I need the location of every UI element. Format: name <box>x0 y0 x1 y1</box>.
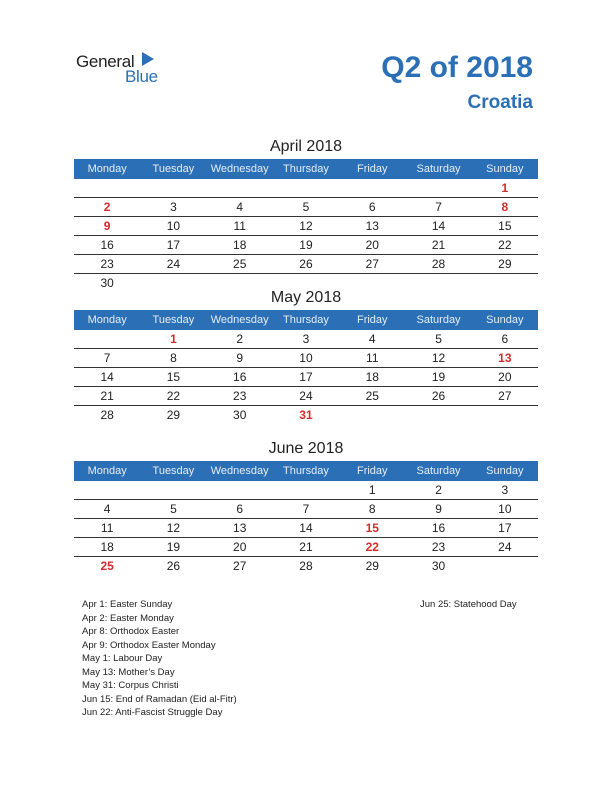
day-cell: 10 <box>299 351 313 365</box>
day-cell: 24 <box>498 540 512 554</box>
day-cell: 19 <box>166 540 181 554</box>
day-cell: 3 <box>170 200 177 214</box>
day-cell: 8 <box>368 502 376 516</box>
weekday-label: Sunday <box>486 465 524 477</box>
day-cell: 24 <box>299 389 313 403</box>
day-cell: 3 <box>501 483 509 497</box>
holiday-item: May 1: Labour Day <box>82 653 163 664</box>
day-cell: 6 <box>236 502 244 516</box>
day-cell: 27 <box>233 559 247 573</box>
weekday-label: Tuesday <box>152 163 195 175</box>
day-cell: 29 <box>498 257 512 271</box>
day-cell: 15 <box>365 521 379 535</box>
day-cell <box>339 179 405 197</box>
logo-triangle-icon <box>142 52 154 66</box>
week-row <box>74 330 538 349</box>
day-cell: 25 <box>100 559 114 573</box>
weekday-header <box>74 461 538 481</box>
day-cell: 17 <box>299 370 313 384</box>
day-cell: 28 <box>100 408 114 422</box>
day-cell: 2 <box>435 483 442 497</box>
holiday-item: Jun 15: End of Ramadan (Eid al-Fitr) <box>82 693 237 705</box>
day-cell: 26 <box>299 257 313 271</box>
country-name: Croatia <box>467 92 533 113</box>
weekday-label: Wednesday <box>210 465 269 477</box>
day-cell: 27 <box>365 257 379 271</box>
weekday-label: Sunday <box>486 314 524 326</box>
day-cell <box>339 406 405 424</box>
day-cell: 26 <box>431 389 446 403</box>
week-row <box>74 198 538 217</box>
month-title: April 2018 <box>269 138 343 155</box>
day-cell: 28 <box>431 257 446 271</box>
weekday-label: Wednesday <box>210 314 269 326</box>
day-cell: 9 <box>236 351 244 365</box>
day-cell: 6 <box>501 332 509 346</box>
week-row <box>74 481 538 500</box>
holiday-item: Apr 2: Easter Monday <box>82 612 174 624</box>
logo-word-blue: Blue <box>125 67 158 86</box>
day-cell: 11 <box>366 351 379 365</box>
day-cell: 4 <box>103 502 111 516</box>
holiday-item: Apr 1: Easter Sunday <box>82 599 173 610</box>
day-cell: 8 <box>170 351 177 365</box>
month-calendar <box>74 439 538 575</box>
day-cell: 25 <box>233 257 247 271</box>
weekday-label: Saturday <box>416 163 461 175</box>
holiday-list-left <box>82 598 237 720</box>
day-cell <box>207 481 273 499</box>
day-cell: 13 <box>365 219 379 233</box>
week-row <box>74 368 538 387</box>
day-cell: 31 <box>299 408 313 422</box>
weekday-header <box>74 310 538 330</box>
weekday-label: Thursday <box>283 163 329 175</box>
weekday-label: Thursday <box>283 465 329 477</box>
weekday-label: Friday <box>356 465 388 477</box>
week-row <box>74 236 538 255</box>
day-cell: 20 <box>498 370 512 384</box>
logo-word-general: General <box>76 52 135 71</box>
day-cell: 9 <box>435 502 442 516</box>
day-cell: 17 <box>166 238 181 252</box>
day-cell <box>472 406 538 424</box>
quarter-title: Q2 of 2018 <box>381 51 533 84</box>
week-row <box>74 217 538 236</box>
month-title: June 2018 <box>268 440 344 457</box>
generalblue-logo <box>76 52 176 92</box>
day-cell: 5 <box>302 200 310 214</box>
day-cell: 2 <box>103 200 111 214</box>
day-cell: 29 <box>365 559 379 573</box>
day-cell: 27 <box>498 389 512 403</box>
day-cell: 23 <box>431 540 446 554</box>
day-cell: 16 <box>431 521 446 535</box>
weekday-label: Saturday <box>416 465 461 477</box>
day-cell: 23 <box>233 389 247 403</box>
weekday-header <box>74 159 538 179</box>
day-cell <box>74 330 140 348</box>
day-cell: 7 <box>302 502 310 516</box>
holiday-item: Jun 22: Anti-Fascist Struggle Day <box>82 707 223 718</box>
day-cell: 4 <box>236 200 244 214</box>
holiday-item: Apr 8: Orthodox Easter <box>82 626 180 637</box>
day-cell: 21 <box>100 389 114 403</box>
day-cell <box>273 481 339 499</box>
day-cell: 14 <box>299 521 313 535</box>
weekday-label: Friday <box>356 314 388 326</box>
day-cell: 14 <box>100 370 114 384</box>
day-cell: 11 <box>233 219 246 233</box>
day-cell: 12 <box>166 521 181 535</box>
day-cell: 15 <box>166 370 181 384</box>
holiday-item: Apr 9: Orthodox Easter Monday <box>82 639 216 651</box>
day-cell: 4 <box>368 332 376 346</box>
holiday-item: May 31: Corpus Christi <box>82 680 179 691</box>
day-cell: 9 <box>103 219 111 233</box>
day-cell: 1 <box>501 181 509 195</box>
day-cell: 22 <box>365 540 379 554</box>
day-cell: 18 <box>365 370 379 384</box>
day-cell: 5 <box>435 332 442 346</box>
day-cell: 20 <box>233 540 247 554</box>
week-row <box>74 519 538 538</box>
day-cell: 12 <box>431 351 446 365</box>
week-row <box>74 557 538 575</box>
day-cell: 1 <box>368 483 376 497</box>
week-row <box>74 538 538 557</box>
day-cell: 30 <box>431 559 446 573</box>
month-calendar <box>74 288 538 424</box>
day-cell: 21 <box>431 238 446 252</box>
day-cell: 22 <box>498 238 512 252</box>
weekday-label: Friday <box>356 163 388 175</box>
day-cell: 24 <box>166 257 181 271</box>
day-cell: 13 <box>498 351 512 365</box>
weekday-label: Monday <box>87 465 127 477</box>
day-cell: 7 <box>103 351 111 365</box>
month-title: May 2018 <box>270 289 342 306</box>
weekday-label: Sunday <box>486 163 524 175</box>
week-row <box>74 255 538 274</box>
day-cell <box>405 179 471 197</box>
day-cell: 12 <box>299 219 313 233</box>
weekday-label: Monday <box>87 314 127 326</box>
day-cell: 10 <box>166 219 181 233</box>
day-cell: 21 <box>299 540 313 554</box>
day-cell: 6 <box>368 200 376 214</box>
day-cell: 30 <box>100 276 114 290</box>
day-cell: 22 <box>166 389 181 403</box>
day-cell <box>140 179 206 197</box>
week-row <box>74 349 538 368</box>
day-cell: 16 <box>100 238 114 252</box>
day-cell: 19 <box>431 370 446 384</box>
day-cell: 23 <box>100 257 114 271</box>
day-cell <box>273 179 339 197</box>
day-cell: 1 <box>170 332 177 346</box>
day-cell: 20 <box>365 238 379 252</box>
day-cell: 18 <box>233 238 247 252</box>
day-cell: 19 <box>299 238 313 252</box>
week-row <box>74 500 538 519</box>
day-cell: 17 <box>498 521 512 535</box>
day-cell <box>405 406 471 424</box>
day-cell: 11 <box>100 521 114 535</box>
day-cell: 5 <box>170 502 177 516</box>
holiday-item: May 13: Mother’s Day <box>82 666 175 678</box>
day-cell: 10 <box>498 502 512 516</box>
week-row <box>74 387 538 406</box>
weekday-label: Monday <box>87 163 127 175</box>
day-cell: 7 <box>435 200 442 214</box>
weekday-label: Wednesday <box>210 163 269 175</box>
month-calendar <box>74 137 538 292</box>
week-row <box>74 179 538 198</box>
day-cell <box>207 179 273 197</box>
day-cell: 29 <box>166 408 181 422</box>
day-cell <box>74 481 140 499</box>
weekday-label: Tuesday <box>152 465 195 477</box>
day-cell: 25 <box>365 389 379 403</box>
holiday-item: Jun 25: Statehood Day <box>420 599 517 610</box>
holiday-list-right <box>420 598 517 612</box>
day-cell <box>74 179 140 197</box>
day-cell <box>140 481 206 499</box>
day-cell: 18 <box>100 540 114 554</box>
week-row <box>74 406 538 424</box>
day-cell: 16 <box>233 370 247 384</box>
weekday-label: Tuesday <box>152 314 195 326</box>
day-cell: 3 <box>302 332 310 346</box>
day-cell: 8 <box>501 200 509 214</box>
day-cell: 14 <box>431 219 446 233</box>
day-cell: 26 <box>166 559 181 573</box>
weekday-label: Thursday <box>283 314 329 326</box>
day-cell: 30 <box>233 408 247 422</box>
day-cell: 28 <box>299 559 313 573</box>
day-cell: 2 <box>236 332 244 346</box>
day-cell: 15 <box>498 219 512 233</box>
weekday-label: Saturday <box>416 314 461 326</box>
day-cell <box>472 557 538 575</box>
day-cell: 13 <box>233 521 247 535</box>
